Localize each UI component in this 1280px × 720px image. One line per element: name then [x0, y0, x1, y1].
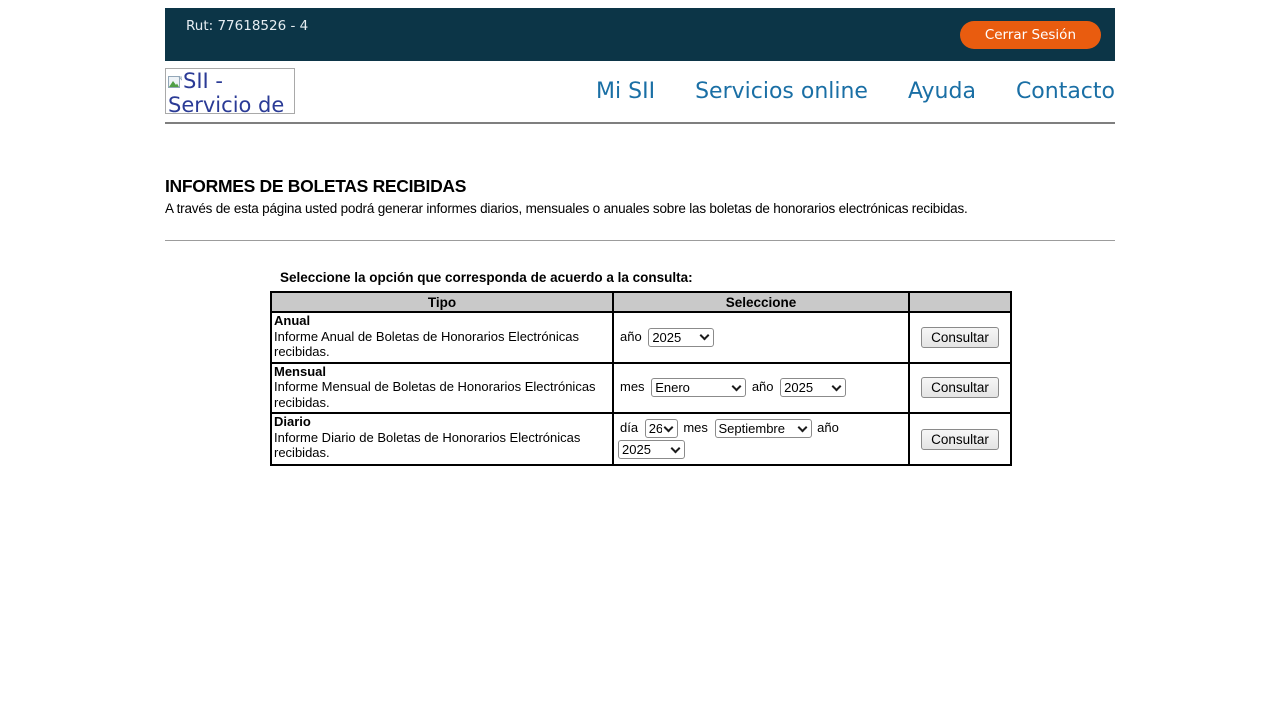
broken-image-icon — [168, 71, 182, 94]
rut-label: Rut: 77618526 - 4 — [186, 18, 309, 34]
diario-year-label: año — [817, 419, 839, 435]
col-header-tipo: Tipo — [271, 292, 613, 312]
table-row-mensual — [271, 363, 1011, 414]
section-divider — [165, 240, 1115, 241]
diario-month-select[interactable] — [715, 419, 812, 438]
instruction-label: Seleccione la opción que corresponda de acuerdo a la consulta: — [280, 270, 693, 285]
nav-link-servicios-online[interactable]: Servicios online — [695, 78, 868, 104]
diario-month-label: mes — [683, 419, 708, 435]
mensual-month-select[interactable] — [651, 378, 746, 397]
sii-logo[interactable] — [165, 68, 295, 114]
informes-table — [270, 291, 1012, 466]
table-row-anual — [271, 312, 1011, 363]
page-container — [165, 8, 1115, 466]
nav-link-ayuda[interactable]: Ayuda — [907, 78, 976, 104]
mensual-consultar-button[interactable]: Consultar — [921, 377, 999, 398]
main-nav — [596, 79, 1115, 104]
row-description-anual: Informe Anual de Boletas de Honorarios Electrónicas recibidas. — [274, 328, 579, 359]
table-row-diario — [271, 413, 1011, 465]
mensual-month-label: mes — [620, 379, 645, 395]
row-type-diario: Diario — [274, 414, 311, 429]
row-description-mensual: Informe Mensual de Boletas de Honorarios Electrónicas recibidas. — [274, 379, 596, 410]
topbar — [165, 8, 1115, 61]
diario-year-select[interactable] — [618, 440, 685, 459]
header-divider — [165, 122, 1115, 124]
mensual-year-label: año — [751, 379, 774, 395]
diario-day-label: día — [620, 419, 639, 435]
anual-consultar-button[interactable]: Consultar — [921, 327, 999, 348]
logo-alt-text: SII - Servicio de — [168, 69, 285, 114]
col-header-seleccione: Seleccione — [613, 292, 909, 312]
row-type-anual: Anual — [274, 313, 311, 328]
nav-link-mi-sii[interactable]: Mi SII — [596, 78, 656, 104]
anual-year-label: año — [620, 328, 642, 344]
header-nav — [165, 68, 1115, 114]
table-header-row — [271, 292, 1011, 312]
row-description-diario: Informe Diario de Boletas de Honorarios Electrónicas recibidas. — [274, 429, 581, 460]
diario-consultar-button[interactable]: Consultar — [921, 429, 999, 450]
page-subtitle: A través de esta página usted podrá generar informes diarios, mensuales o anuales sobre las boletas de honorarios electrónicas recibidas. — [165, 201, 968, 216]
consulta-section — [270, 270, 1010, 466]
row-type-mensual: Mensual — [274, 363, 327, 379]
logout-button[interactable]: Cerrar Sesión — [960, 21, 1101, 49]
diario-day-select[interactable] — [645, 419, 678, 438]
anual-year-select[interactable] — [648, 328, 714, 347]
mensual-year-select[interactable] — [780, 378, 846, 397]
nav-link-contacto[interactable]: Contacto — [1015, 78, 1115, 104]
col-header-action — [909, 292, 1011, 312]
page-title: INFORMES DE BOLETAS RECIBIDAS — [165, 176, 467, 196]
